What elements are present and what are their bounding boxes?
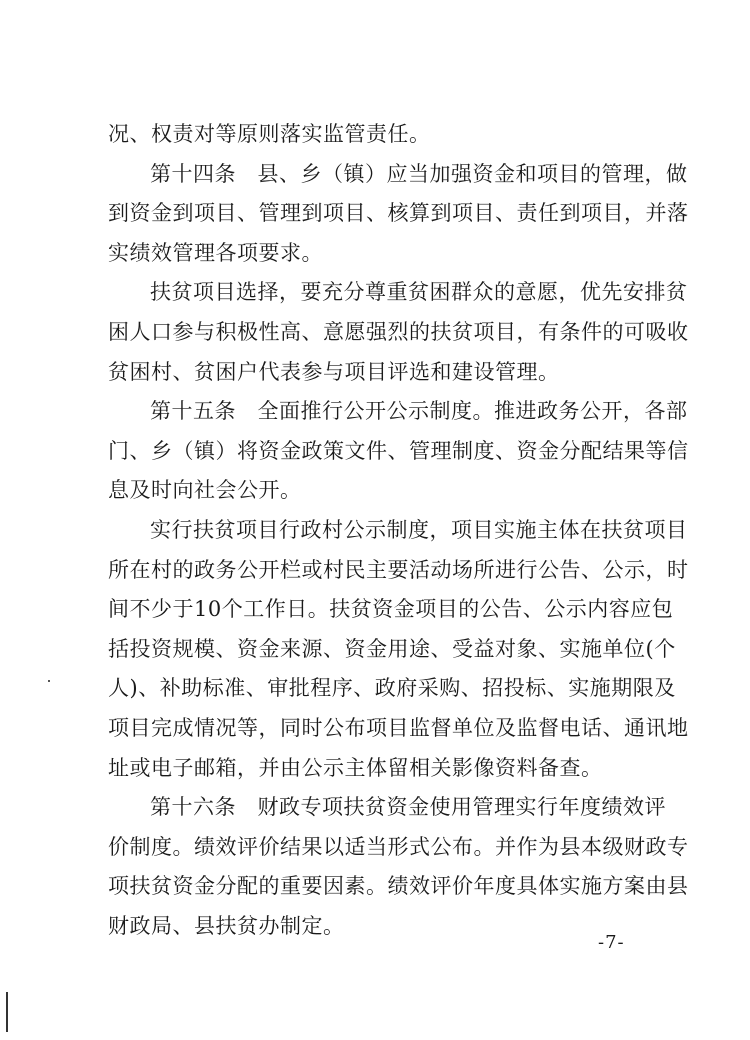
document-body xyxy=(108,115,689,946)
text-line: 实绩效管理各项要求。 xyxy=(108,240,323,265)
text-line: 实行扶贫项目行政村公示制度，项目实施主体在扶贫项目 xyxy=(150,517,688,542)
text-line: 到资金到项目、管理到项目、核算到项目、责任到项目，并落 xyxy=(108,201,689,226)
text-line: 所在村的政务公开栏或村民主要活动场所进行公告、公示，时 xyxy=(108,557,689,582)
text-line: 价制度。绩效评价结果以适当形式公布。并作为县本级财政专 xyxy=(108,834,689,859)
scan-edge-mark xyxy=(6,992,8,1032)
text-line: 息及时向社会公开。 xyxy=(108,478,302,503)
text-line: 项目完成情况等，同时公布项目监督单位及监督电话、通讯地 xyxy=(108,715,689,740)
text-line: 人)、补助标准、审批程序、政府采购、招投标、实施期限及 xyxy=(108,676,676,701)
text-line: 财政局、县扶贫办制定。 xyxy=(108,913,345,938)
scan-speck xyxy=(48,680,50,682)
text-line: 第十五条 全面推行公开公示制度。推进政务公开，各部 xyxy=(150,399,688,424)
text-line: 间不少于10个工作日。扶贫资金项目的公告、公示内容应包 xyxy=(108,597,674,622)
text-line: 贫困村、贫困户代表参与项目评选和建设管理。 xyxy=(108,359,560,384)
text-line: 址或电子邮箱，并由公示主体留相关影像资料备查。 xyxy=(108,755,603,780)
text-line: 门、乡（镇）将资金政策文件、管理制度、资金分配结果等信 xyxy=(108,438,689,463)
text-line: 况、权责对等原则落实监管责任。 xyxy=(108,122,431,146)
text-line: 项扶贫资金分配的重要因素。绩效评价年度具体实施方案由县 xyxy=(108,874,689,899)
text-line: 扶贫项目选择，要充分尊重贫困群众的意愿，优先安排贫 xyxy=(150,280,688,305)
page-number: -7- xyxy=(598,932,625,953)
text-line: 困人口参与积极性高、意愿强烈的扶贫项目，有条件的可吸收 xyxy=(108,319,689,344)
text-line: 括投资规模、资金来源、资金用途、受益对象、实施单位(个 xyxy=(108,636,676,661)
text-line: 第十六条 财政专项扶贫资金使用管理实行年度绩效评 xyxy=(150,795,666,820)
text-line: 第十四条 县、乡（镇）应当加强资金和项目的管理，做 xyxy=(150,161,688,186)
